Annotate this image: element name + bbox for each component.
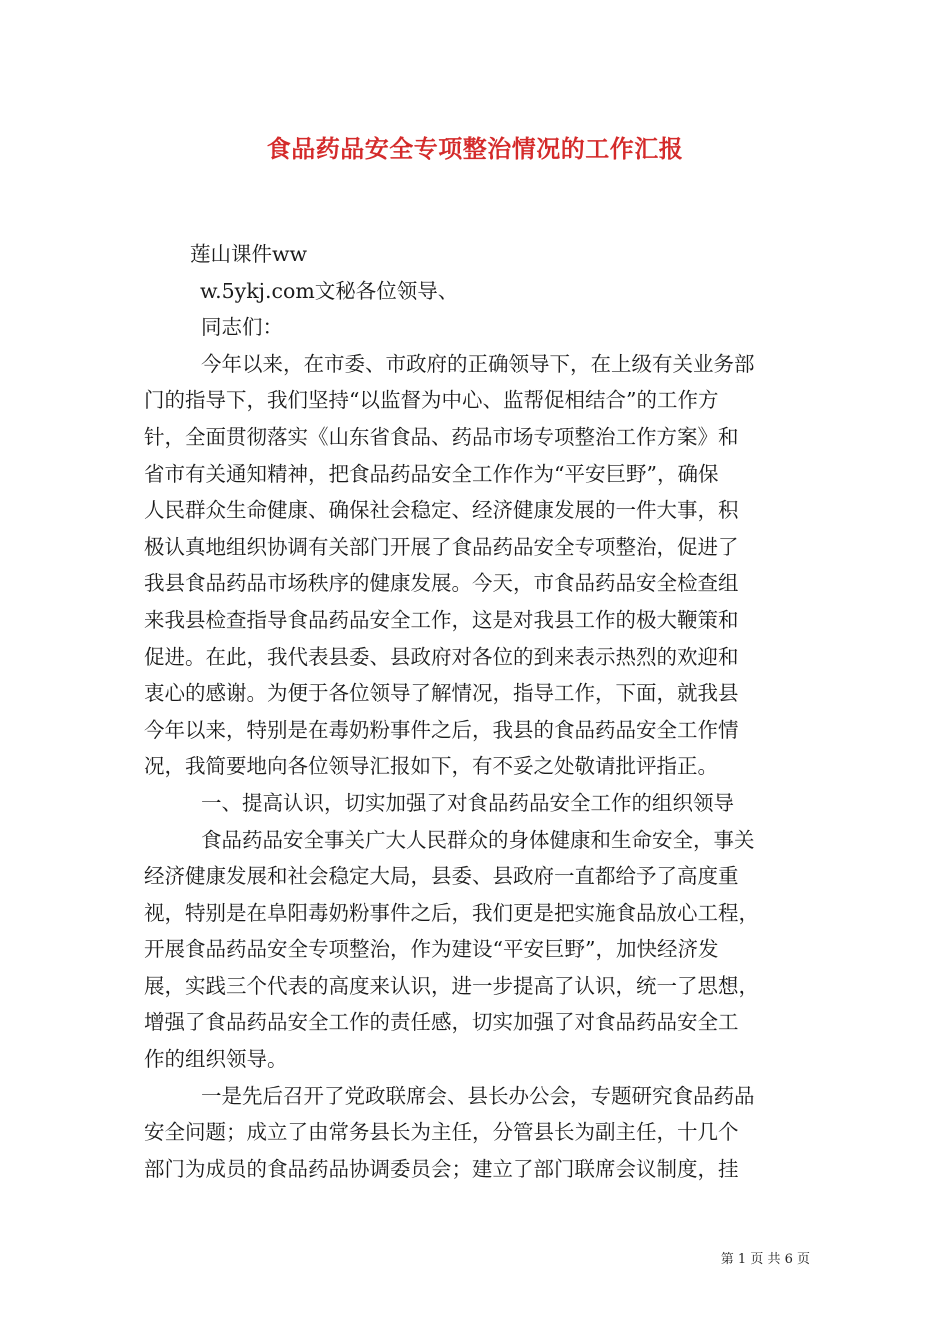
text-line: 展，实践三个代表的高度来认识，进一步提高了认识，统一了思想， [144,973,759,998]
text-line: 经济健康发展和社会稳定大局，县委、县政府一直都给予了高度重 [144,864,739,889]
text-line: 极认真地组织协调有关部门开展了食品药品安全专项整治，促进了 [144,534,739,559]
section-heading: 一、提高认识，切实加强了对食品药品安全工作的组织领导 [201,790,734,815]
text-line: 视，特别是在阜阳毒奶粉事件之后，我们更是把实施食品放心工程， [144,900,759,925]
text-line: 安全问题；成立了由常务县长为主任，分管县长为副主任，十几个 [144,1120,739,1145]
text-line: 增强了食品药品安全工作的责任感，切实加强了对食品药品安全工 [144,1010,739,1035]
text-line: 门的指导下，我们坚持“以监督为中心、监帮促相结合”的工作方 [144,388,719,413]
text-line: 莲山课件ww [190,242,308,266]
text-line: 针，全面贯彻落实《山东省食品、药品市场专项整治工作方案》和 [144,424,739,449]
document-body [144,236,812,1187]
text-line: 衷心的感谢。为便于各位领导了解情况，指导工作，下面，就我县 [144,681,739,706]
text-line: 作的组织领导。 [144,1047,288,1072]
text-line: 开展食品药品安全专项整治，作为建设“平安巨野”，加快经济发 [144,937,719,962]
document-title: 食品药品安全专项整治情况的工作汇报 [266,134,684,163]
text-line: 来我县检查指导食品药品安全工作，这是对我县工作的极大鞭策和 [144,607,739,632]
text-line: w.5ykj.com文秘各位领导、 [200,278,459,303]
paragraph-first-line: 一是先后召开了党政联席会、县长办公会，专题研究食品药品 [201,1083,755,1108]
text-line: 省市有关通知精神，把食品药品安全工作作为“平安巨野”，确保 [144,461,719,486]
text-line: 部门为成员的食品药品协调委员会；建立了部门联席会议制度，挂 [144,1156,739,1181]
text-line: 促进。在此，我代表县委、县政府对各位的到来表示热烈的欢迎和 [144,644,739,669]
paragraph-first-line: 食品药品安全事关广大人民群众的身体健康和生命安全，事关 [201,827,755,852]
page-number: 第 1 页 共 6 页 [720,1252,810,1267]
paragraph-first-line: 今年以来，在市委、市政府的正确领导下，在上级有关业务部 [201,351,755,376]
text-line: 况，我简要地向各位领导汇报如下，有不妥之处敬请批评指正。 [144,754,718,779]
text-line: 我县食品药品市场秩序的健康发展。今天，市食品药品安全检查组 [144,571,739,596]
text-line: 同志们： [201,315,283,340]
text-line: 人民群众生命健康、确保社会稳定、经济健康发展的一件大事，积 [144,498,739,523]
text-line: 今年以来，特别是在毒奶粉事件之后，我县的食品药品安全工作情 [144,717,739,742]
